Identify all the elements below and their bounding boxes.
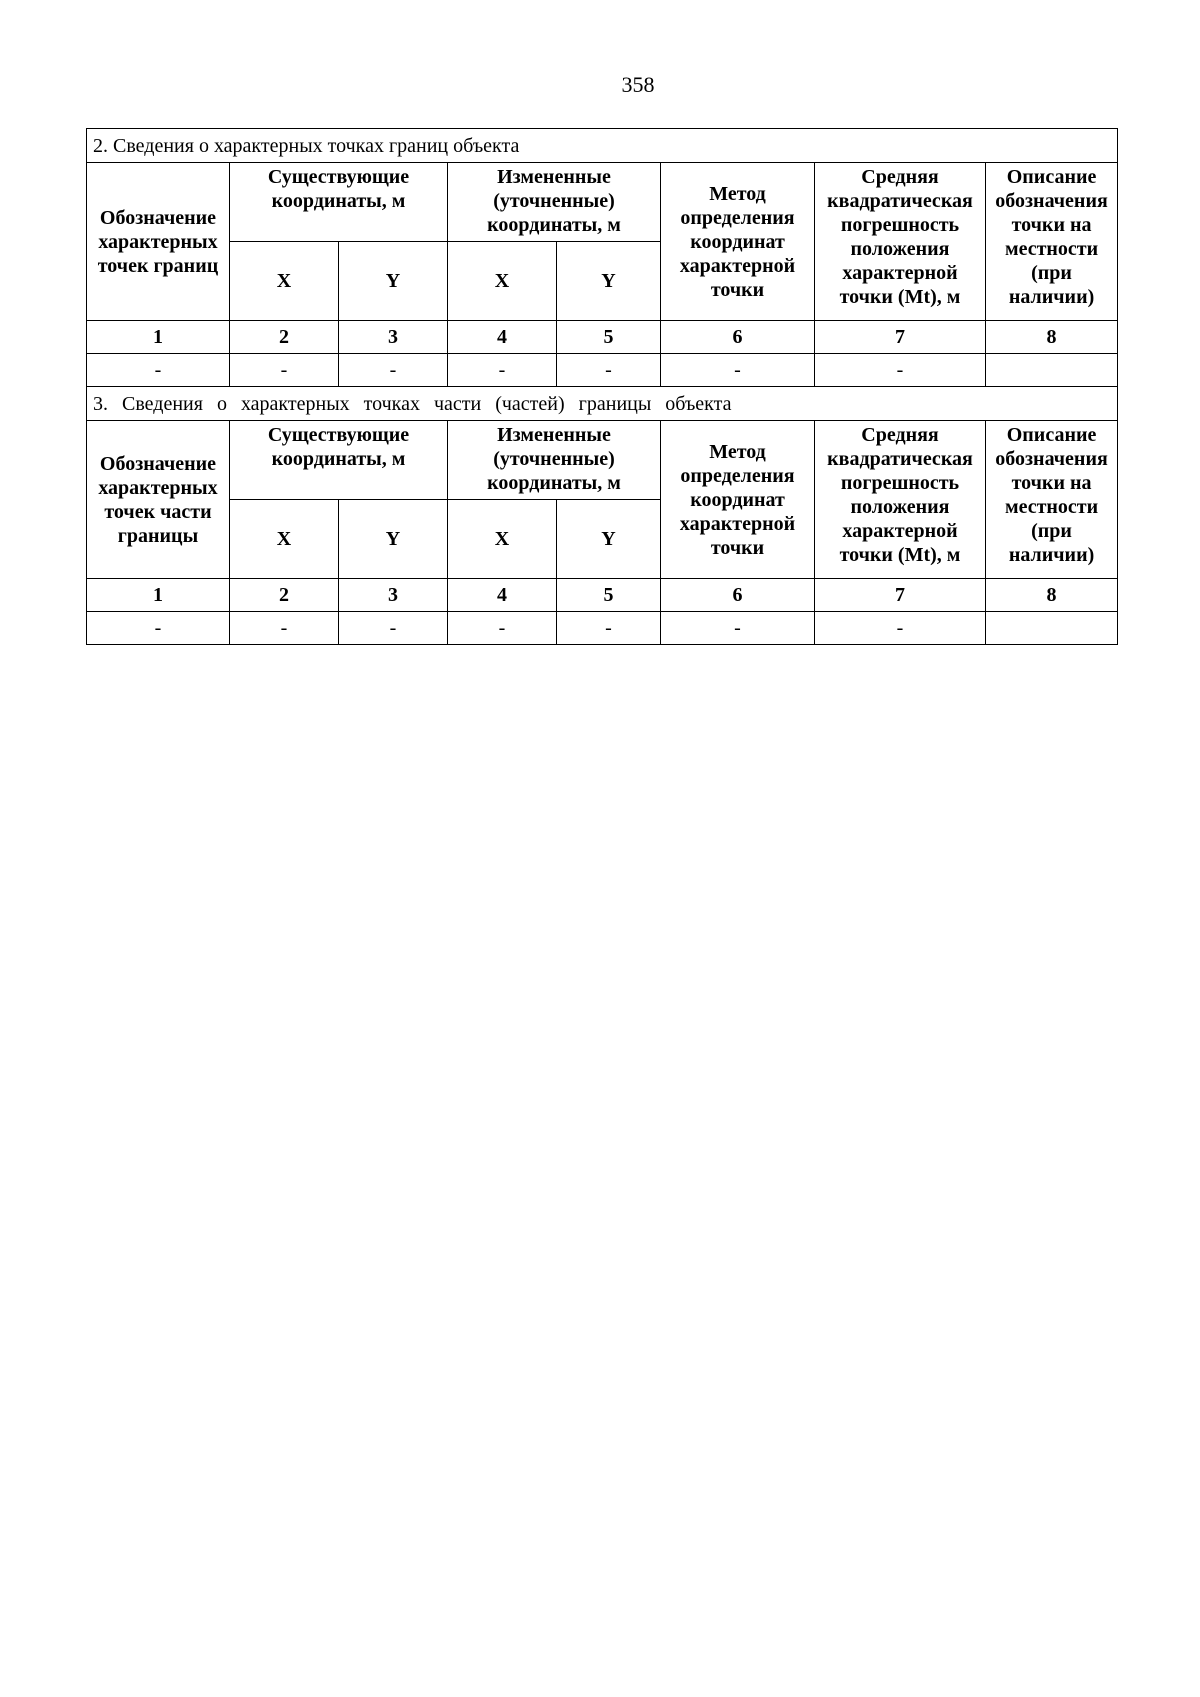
- table-cell: -: [557, 612, 661, 645]
- column-number: 3: [339, 321, 448, 354]
- table-cell: -: [87, 612, 230, 645]
- column-number: 1: [87, 321, 230, 354]
- table-cell: [986, 612, 1118, 645]
- column-number: 6: [661, 321, 815, 354]
- column-number: 1: [87, 579, 230, 612]
- header-method: Метод определения координат характерной точки: [661, 421, 815, 579]
- column-number: 2: [230, 579, 339, 612]
- section-2-title: 2. Сведения о характерных точках границ объекта: [87, 129, 1118, 163]
- header-changed-x: X: [448, 242, 557, 321]
- column-number: 7: [815, 579, 986, 612]
- table-row: [87, 354, 1118, 387]
- header-changed-coordinates: Измененные (уточненные) координаты, м: [448, 163, 661, 242]
- table-cell: [986, 354, 1118, 387]
- table-cell: -: [230, 612, 339, 645]
- column-number: 3: [339, 579, 448, 612]
- page-number: 358: [621, 72, 655, 97]
- column-number: 4: [448, 579, 557, 612]
- section-3-title-row: [87, 387, 1118, 421]
- section-3-title: 3. Сведения о характерных точках части (частей) границы объекта: [87, 387, 1118, 421]
- table-cell: -: [230, 354, 339, 387]
- table-cell: -: [661, 612, 815, 645]
- header-existing-y: Y: [339, 242, 448, 321]
- column-number: 8: [986, 321, 1118, 354]
- section-3-column-numbers: [87, 579, 1118, 612]
- section-3-header-row: [87, 421, 1118, 500]
- header-changed-y: Y: [557, 242, 661, 321]
- header-point-designation: Обозначение характерных точек части границы: [87, 421, 230, 579]
- column-number: 6: [661, 579, 815, 612]
- table-cell: -: [339, 354, 448, 387]
- table-cell: -: [661, 354, 815, 387]
- header-existing-x: X: [230, 500, 339, 579]
- column-number: 5: [557, 321, 661, 354]
- header-description: Описание обозначения точки на местности (при наличии): [986, 163, 1118, 321]
- section-2-header-row: [87, 163, 1118, 242]
- column-number: 5: [557, 579, 661, 612]
- header-error: Средняя квадратическая погрешность положения характерной точки (Mt), м: [815, 421, 986, 579]
- column-number: 7: [815, 321, 986, 354]
- header-changed-coordinates: Измененные (уточненные) координаты, м: [448, 421, 661, 500]
- table-cell: -: [448, 612, 557, 645]
- header-changed-x: X: [448, 500, 557, 579]
- table-row: [87, 612, 1118, 645]
- table-cell: -: [448, 354, 557, 387]
- table-cell: -: [815, 354, 986, 387]
- column-number: 4: [448, 321, 557, 354]
- table-cell: -: [815, 612, 986, 645]
- points-table: [86, 128, 1118, 645]
- column-number: 2: [230, 321, 339, 354]
- header-method: Метод определения координат характерной точки: [661, 163, 815, 321]
- header-existing-x: X: [230, 242, 339, 321]
- header-changed-y: Y: [557, 500, 661, 579]
- header-existing-coordinates: Существующие координаты, м: [230, 163, 448, 242]
- table-cell: -: [87, 354, 230, 387]
- section-2-column-numbers: [87, 321, 1118, 354]
- header-existing-y: Y: [339, 500, 448, 579]
- column-number: 8: [986, 579, 1118, 612]
- header-existing-coordinates: Существующие координаты, м: [230, 421, 448, 500]
- header-error: Средняя квадратическая погрешность положения характерной точки (Mt), м: [815, 163, 986, 321]
- header-point-designation: Обозначение характерных точек границ: [87, 163, 230, 321]
- table-cell: -: [557, 354, 661, 387]
- header-description: Описание обозначения точки на местности (при наличии): [986, 421, 1118, 579]
- table-cell: -: [339, 612, 448, 645]
- section-2-title-row: [87, 129, 1118, 163]
